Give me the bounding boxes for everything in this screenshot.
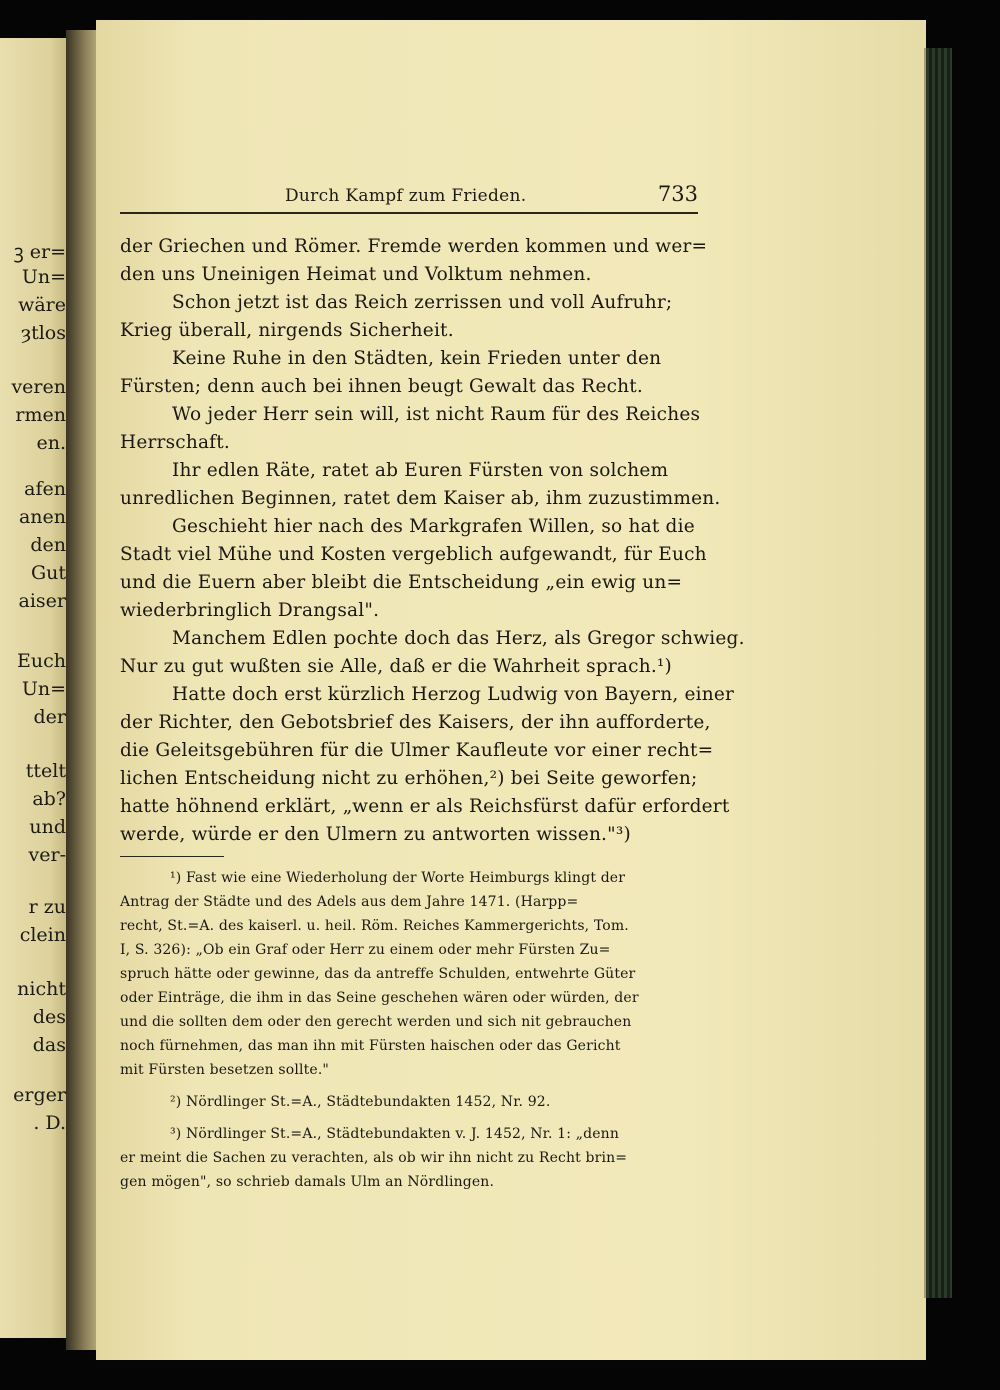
left-page-edge	[0, 38, 72, 1338]
footnote-line: spruch hätte oder gewinne, das da antreffe Schulden, entwehrte Güter	[120, 966, 636, 982]
text-line: wiederbringlich Drangsal".	[120, 600, 380, 621]
footnote-line: er meint die Sachen zu verachten, als ob wir ihn nicht zu Recht brin=	[120, 1150, 628, 1166]
text-line: den uns Uneinigen Heimat und Volktum nehmen.	[120, 264, 592, 285]
left-fragment: Un=	[21, 678, 66, 700]
footnote-line: ³) Nördlinger St.=A., Städtebundakten v. J. 1452, Nr. 1: „denn	[170, 1126, 619, 1142]
text-line: Manchem Edlen pochte doch das Herz, als Gregor schwieg.	[172, 628, 745, 649]
left-fragment: erger	[13, 1084, 66, 1106]
left-fragment: ab?	[32, 788, 66, 810]
text-line: Ihr edlen Räte, ratet ab Euren Fürsten von solchem	[172, 460, 669, 481]
left-fragment: wäre	[18, 294, 66, 316]
left-fragment: und	[29, 816, 66, 838]
text-line: Fürsten; denn auch bei ihnen beugt Gewalt das Recht.	[120, 376, 643, 397]
text-line: der Richter, den Gebotsbrief des Kaisers, der ihn aufforderte,	[120, 712, 711, 733]
left-fragment: clein	[19, 924, 66, 946]
text-line: Hatte doch erst kürzlich Herzog Ludwig von Bayern, einer	[172, 684, 735, 705]
left-fragment: . D.	[33, 1112, 66, 1134]
left-fragment: anen	[18, 506, 66, 528]
running-title: Durch Kampf zum Frieden.	[285, 186, 527, 206]
text-line: Schon jetzt ist das Reich zerrissen und voll Aufruhr;	[172, 292, 673, 313]
left-fragment: Euch	[17, 650, 66, 672]
left-fragment: das	[32, 1034, 66, 1056]
text-line: werde, würde er den Ulmern zu antworten wissen."³)	[120, 824, 631, 845]
left-fragment: Un=	[21, 266, 66, 288]
left-fragment: des	[32, 1006, 66, 1028]
footnote-line: I, S. 326): „Ob ein Graf oder Herr zu einem oder mehr Fürsten Zu=	[120, 942, 611, 958]
text-line: der Griechen und Römer. Fremde werden kommen und wer=	[120, 236, 708, 257]
footnote-line: noch fürnehmen, das man ihn mit Fürsten haischen oder das Gericht	[120, 1038, 621, 1054]
footnote-line: und die sollten dem oder den gerecht werden und sich nit gebrauchen	[120, 1014, 632, 1030]
header-rule	[120, 212, 698, 214]
left-fragment: veren	[11, 376, 66, 398]
left-fragment: den	[30, 534, 66, 556]
left-fragment: der	[33, 706, 66, 728]
text-line: Nur zu gut wußten sie Alle, daß er die Wahrheit sprach.¹)	[120, 656, 672, 677]
text-line: lichen Entscheidung nicht zu erhöhen,²) bei Seite geworfen;	[120, 768, 698, 789]
text-line: Keine Ruhe in den Städten, kein Frieden unter den	[172, 348, 662, 369]
footnote-line: oder Einträge, die ihm in das Seine geschehen wären oder würden, der	[120, 990, 639, 1006]
text-line: Wo jeder Herr sein will, ist nicht Raum für des Reiches	[172, 404, 701, 425]
footnote-line: ¹) Fast wie eine Wiederholung der Worte Heimburgs klingt der	[170, 870, 626, 886]
left-fragment: rmen	[15, 404, 66, 426]
left-fragment: afen	[24, 478, 66, 500]
book-edge	[924, 48, 952, 1298]
text-line: Geschieht hier nach des Markgrafen Willen, so hat die	[172, 516, 695, 537]
left-fragment: ver-	[28, 844, 66, 866]
footnote-line: Antrag der Städte und des Adels aus dem Jahre 1471. (Harpp=	[120, 894, 579, 910]
text-line: Stadt viel Mühe und Kosten vergeblich aufgewandt, für Euch	[120, 544, 707, 565]
left-fragment: ȝtlos	[21, 322, 66, 344]
footnote-line: recht, St.=A. des kaiserl. u. heil. Röm. Reiches Kammergerichts, Tom.	[120, 918, 629, 934]
footnote-line: gen mögen", so schrieb damals Ulm an Nördlingen.	[120, 1174, 495, 1190]
left-fragment: nicht	[17, 978, 66, 1000]
running-header	[120, 182, 700, 214]
footnote-rule	[120, 856, 224, 857]
text-line: Herrschaft.	[120, 432, 230, 453]
left-fragment: r zu	[28, 896, 66, 918]
text-line: Krieg überall, nirgends Sicherheit.	[120, 320, 454, 341]
text-line: unredlichen Beginnen, ratet dem Kaiser ab, ihm zuzustimmen.	[120, 488, 721, 509]
left-fragment: Gut	[30, 562, 66, 584]
text-line: und die Euern aber bleibt die Entscheidung „ein ewig un=	[120, 572, 683, 593]
left-fragment: ttelt	[25, 760, 66, 782]
footnote-line: ²) Nördlinger St.=A., Städtebundakten 1452, Nr. 92.	[170, 1094, 551, 1110]
text-line: hatte höhnend erklärt, „wenn er als Reichsfürst dafür erfordert	[120, 796, 730, 817]
page-number: 733	[657, 182, 698, 206]
text-line: die Geleitsgebühren für die Ulmer Kaufleute vor einer recht=	[120, 740, 714, 761]
left-fragment: ꝫ er=	[14, 241, 66, 263]
left-fragment: en.	[36, 432, 66, 454]
footnote-line: mit Fürsten besetzen sollte."	[120, 1062, 330, 1078]
left-fragment: aiser	[18, 590, 66, 612]
